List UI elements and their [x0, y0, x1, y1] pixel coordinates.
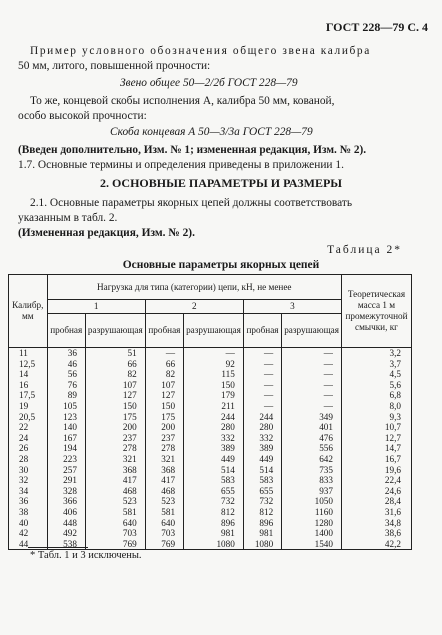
table-cell: 1400: [282, 528, 342, 539]
break-header: разрушающая: [85, 314, 145, 348]
table-cell: 44: [9, 539, 48, 550]
table-row: [9, 465, 412, 476]
table-cell: 40: [9, 518, 48, 529]
footnote: * Табл. 1 и 3 исключены.: [30, 550, 142, 561]
page-header: ГОСТ 228—79 С. 4: [325, 20, 428, 34]
table-cell: 6,8: [341, 390, 411, 401]
table-cell: 640: [145, 518, 183, 529]
table-cell: 237: [145, 433, 183, 444]
table-cell: 200: [145, 422, 183, 433]
table-cell: 981: [184, 528, 244, 539]
table-cell: 937: [282, 486, 342, 497]
table-cell: 833: [282, 475, 342, 486]
table-cell: 538: [47, 539, 85, 550]
table-row: [9, 401, 412, 412]
table-cell: 200: [85, 422, 145, 433]
table-cell: 76: [47, 380, 85, 391]
table-cell: —: [145, 348, 183, 359]
table-cell: 417: [145, 475, 183, 486]
table-cell: 1280: [282, 518, 342, 529]
table-cell: 732: [184, 496, 244, 507]
table-cell: 28,4: [341, 496, 411, 507]
table-cell: 1540: [282, 539, 342, 550]
paragraph-1-7: 1.7. Основные термины и определения приведены в приложении 1.: [18, 159, 344, 171]
table-cell: —: [282, 348, 342, 359]
table-cell: —: [282, 380, 342, 391]
table-row: [9, 539, 412, 550]
table-cell: 167: [47, 433, 85, 444]
table-cell: 22: [9, 422, 48, 433]
table-cell: 896: [184, 518, 244, 529]
table-cell: 332: [243, 433, 281, 444]
table-cell: 140: [47, 422, 85, 433]
table-cell: —: [243, 401, 281, 412]
table-cell: 10,7: [341, 422, 411, 433]
table-cell: 115: [184, 369, 244, 380]
table-cell: 8,0: [341, 401, 411, 412]
table-row: [9, 454, 412, 465]
table-cell: 406: [47, 507, 85, 518]
table-cell: —: [282, 359, 342, 370]
table-cell: 291: [47, 475, 85, 486]
table-cell: 492: [47, 528, 85, 539]
bracket-designation: Скоба концевая А 50—3/3а ГОСТ 228—79: [110, 126, 313, 138]
table-cell: 401: [282, 422, 342, 433]
table-cell: 16: [9, 380, 48, 391]
table-cell: 655: [243, 486, 281, 497]
table-cell: 1050: [282, 496, 342, 507]
table-cell: 581: [145, 507, 183, 518]
table-row: [9, 486, 412, 497]
type-1-header: 1: [47, 300, 145, 314]
table-cell: 523: [85, 496, 145, 507]
proof-header: пробная: [47, 314, 85, 348]
table-cell: —: [243, 390, 281, 401]
table-cell: 732: [243, 496, 281, 507]
table-cell: 127: [145, 390, 183, 401]
table-row: [9, 359, 412, 370]
table-cell: 769: [145, 539, 183, 550]
table-cell: 389: [184, 443, 244, 454]
table-cell: 1080: [243, 539, 281, 550]
table-cell: 175: [85, 412, 145, 423]
table-cell: 89: [47, 390, 85, 401]
table-row: [9, 380, 412, 391]
table-cell: 368: [85, 465, 145, 476]
table-cell: 12,7: [341, 433, 411, 444]
table-cell: 36: [47, 348, 85, 359]
table-cell: 642: [282, 454, 342, 465]
table-cell: 175: [145, 412, 183, 423]
table-cell: 14: [9, 369, 48, 380]
table-cell: 12,5: [9, 359, 48, 370]
table-cell: 366: [47, 496, 85, 507]
table-cell: —: [184, 348, 244, 359]
example-intro: Пример условного обозначения общего звена калибра: [30, 45, 371, 57]
table-cell: 735: [282, 465, 342, 476]
table-cell: 417: [85, 475, 145, 486]
table-cell: 5,6: [341, 380, 411, 391]
table-row: [9, 528, 412, 539]
table-row: [9, 507, 412, 518]
table-cell: 280: [184, 422, 244, 433]
table-cell: 812: [184, 507, 244, 518]
table-cell: 107: [85, 380, 145, 391]
break-header: разрушающая: [184, 314, 244, 348]
table-cell: 514: [184, 465, 244, 476]
table-cell: 30: [9, 465, 48, 476]
chain-parameters-table: [8, 274, 412, 550]
table-cell: 32: [9, 475, 48, 486]
table-cell: 321: [85, 454, 145, 465]
table-cell: 1080: [184, 539, 244, 550]
table-cell: 26: [9, 443, 48, 454]
table-cell: 19,6: [341, 465, 411, 476]
col-caliber-header: Калибр, мм: [9, 275, 48, 348]
table-cell: 640: [85, 518, 145, 529]
table-cell: 92: [184, 359, 244, 370]
table-cell: 278: [145, 443, 183, 454]
table-cell: 11: [9, 348, 48, 359]
example-designation: Звено общее 50—2/2б ГОСТ 228—79: [120, 77, 298, 89]
table-row: [9, 518, 412, 529]
table-cell: 896: [243, 518, 281, 529]
table-cell: 66: [145, 359, 183, 370]
table-cell: 28: [9, 454, 48, 465]
table-cell: —: [243, 369, 281, 380]
table-cell: 449: [184, 454, 244, 465]
proof-header: пробная: [243, 314, 281, 348]
table-cell: 36: [9, 496, 48, 507]
table-cell: 127: [85, 390, 145, 401]
table-cell: 332: [184, 433, 244, 444]
table-cell: 56: [47, 369, 85, 380]
table-cell: 19: [9, 401, 48, 412]
table-cell: 66: [85, 359, 145, 370]
bracket-intro: То же, концевой скобы исполнения А, калибра 50 мм, кованой,: [30, 95, 335, 107]
table-cell: 150: [145, 401, 183, 412]
table-cell: 24: [9, 433, 48, 444]
table-cell: 82: [85, 369, 145, 380]
table-cell: —: [282, 401, 342, 412]
table-cell: 349: [282, 412, 342, 423]
table-cell: 4,5: [341, 369, 411, 380]
break-header: разрушающая: [282, 314, 342, 348]
table-cell: 468: [145, 486, 183, 497]
table-row: [9, 433, 412, 444]
table-cell: 150: [85, 401, 145, 412]
section-title: 2. ОСНОВНЫЕ ПАРАМЕТРЫ И РАЗМЕРЫ: [99, 176, 343, 190]
table-cell: 3,7: [341, 359, 411, 370]
proof-header: пробная: [145, 314, 183, 348]
table-cell: 14,7: [341, 443, 411, 454]
col-loads-header: Нагрузка для типа (категории) цепи, кН, не менее: [47, 275, 341, 300]
table-row: [9, 348, 412, 359]
table-cell: 581: [85, 507, 145, 518]
paragraph-2-1: 2.1. Основные параметры якорных цепей должны соответствовать: [30, 197, 353, 209]
table-cell: —: [282, 369, 342, 380]
table-cell: 17,5: [9, 390, 48, 401]
table-cell: 150: [184, 380, 244, 391]
table-row: [9, 412, 412, 423]
table-title: Основные параметры якорных цепей: [122, 259, 320, 271]
table-row: [9, 390, 412, 401]
table-cell: 703: [145, 528, 183, 539]
table-cell: 328: [47, 486, 85, 497]
table-cell: 556: [282, 443, 342, 454]
table-cell: 703: [85, 528, 145, 539]
table-cell: 655: [184, 486, 244, 497]
table-row: [9, 475, 412, 486]
table-row: [9, 422, 412, 433]
table-cell: 107: [145, 380, 183, 391]
table-cell: 34: [9, 486, 48, 497]
table-row: [9, 369, 412, 380]
table-cell: 321: [145, 454, 183, 465]
table-cell: 82: [145, 369, 183, 380]
table-cell: —: [243, 380, 281, 391]
type-3-header: 3: [243, 300, 341, 314]
table-cell: 3,2: [341, 348, 411, 359]
table-cell: 20,5: [9, 412, 48, 423]
table-cell: —: [282, 390, 342, 401]
table-cell: 389: [243, 443, 281, 454]
table-cell: 244: [243, 412, 281, 423]
table-cell: 583: [184, 475, 244, 486]
table-cell: 51: [85, 348, 145, 359]
table-cell: 514: [243, 465, 281, 476]
table-cell: 9,3: [341, 412, 411, 423]
table-row: [9, 443, 412, 454]
amendment-note-1: (Введен дополнительно, Изм. № 1; измененная редакция, Изм. № 2).: [18, 144, 367, 156]
table-cell: 194: [47, 443, 85, 454]
table-cell: 448: [47, 518, 85, 529]
table-cell: —: [243, 348, 281, 359]
table-cell: —: [243, 359, 281, 370]
paragraph-2-1-cont: указанным в табл. 2.: [18, 212, 118, 224]
example-intro-cont: 50 мм, литого, повышенной прочности:: [18, 60, 211, 72]
table-cell: 211: [184, 401, 244, 412]
table-cell: 34,8: [341, 518, 411, 529]
table-label: Таблица 2*: [327, 244, 402, 256]
table-cell: 237: [85, 433, 145, 444]
table-cell: 46: [47, 359, 85, 370]
table-cell: 278: [85, 443, 145, 454]
table-cell: 16,7: [341, 454, 411, 465]
footnote-rule: [28, 547, 88, 548]
bracket-intro-cont: особо высокой прочности:: [18, 110, 147, 122]
table-cell: 769: [85, 539, 145, 550]
table-row: [9, 496, 412, 507]
table-cell: 257: [47, 465, 85, 476]
table-cell: 981: [243, 528, 281, 539]
table-cell: 42: [9, 528, 48, 539]
table-cell: 523: [145, 496, 183, 507]
table-cell: 449: [243, 454, 281, 465]
type-2-header: 2: [145, 300, 243, 314]
table-cell: 42,2: [341, 539, 411, 550]
table-cell: 31,6: [341, 507, 411, 518]
table-cell: 244: [184, 412, 244, 423]
table-cell: 368: [145, 465, 183, 476]
table-cell: 179: [184, 390, 244, 401]
table-cell: 123: [47, 412, 85, 423]
table-cell: 38: [9, 507, 48, 518]
table-cell: 280: [243, 422, 281, 433]
table-cell: 812: [243, 507, 281, 518]
table-cell: 38,6: [341, 528, 411, 539]
amendment-note-2: (Измененная редакция, Изм. № 2).: [18, 227, 195, 239]
table-cell: 24,6: [341, 486, 411, 497]
table-cell: 1160: [282, 507, 342, 518]
table-cell: 468: [85, 486, 145, 497]
table-cell: 583: [243, 475, 281, 486]
table-cell: 105: [47, 401, 85, 412]
table-cell: 476: [282, 433, 342, 444]
col-mass-header: Теоретическая масса 1 м промежуточной смычки, кг: [341, 275, 411, 348]
table-cell: 223: [47, 454, 85, 465]
table-cell: 22,4: [341, 475, 411, 486]
